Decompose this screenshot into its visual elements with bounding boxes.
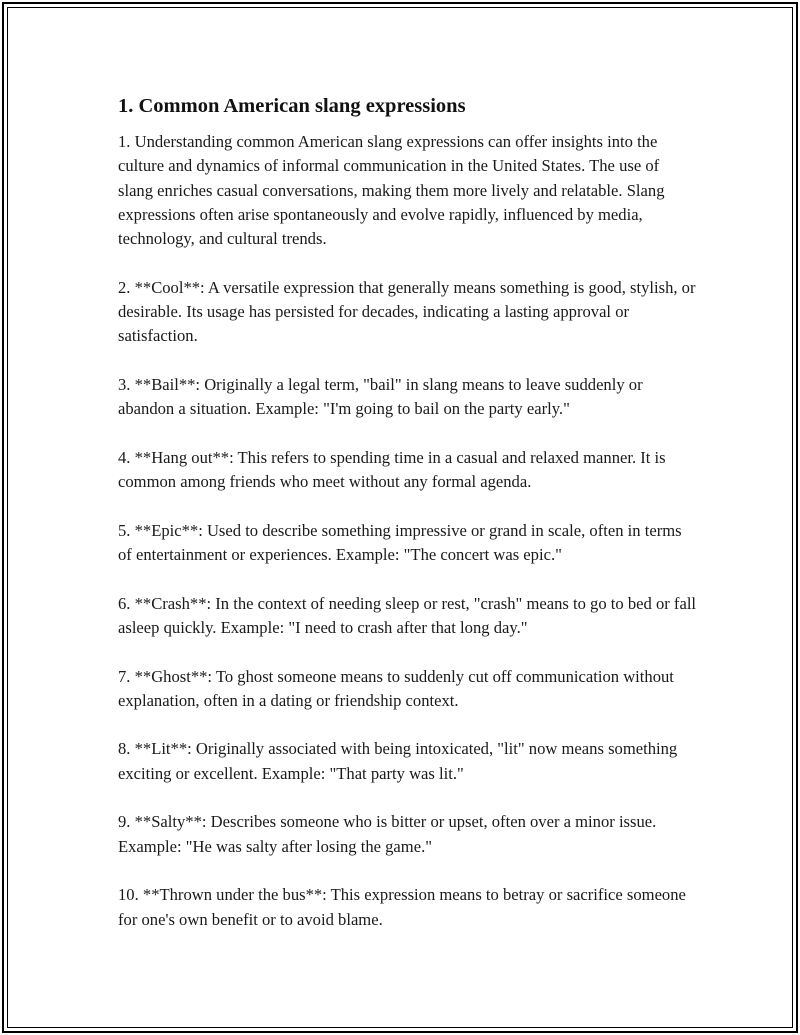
paragraph-hang-out: 4. **Hang out**: This refers to spending time in a casual and relaxed manner. It is common among friends who meet without any formal agenda. (118, 447, 666, 492)
paragraph-intro: 1. Understanding common American slang expressions can offer insights into the culture and dynamics of informal communication in the United States. The use of slang enriches casual conversations, making them more lively and relatable. Slang expressions often arise spontaneously and evolve rapidly, influenced by media, technology, and cultural trends. (118, 132, 665, 249)
paragraph-thrown-under-the-bus: 10. **Thrown under the bus**: This expression means to betray or sacrifice someone for one's own benefit or to avoid blame. (118, 885, 686, 929)
paragraph-ghost: 7. **Ghost**: To ghost someone means to suddenly cut off communication without explanation, often in a dating or friendship context. (118, 666, 674, 710)
paragraph-salty: 9. **Salty**: Describes someone who is bitter or upset, often over a minor issue. Example: "He was salty after losing the game." (118, 812, 657, 856)
paragraph-bail: 3. **Bail**: Originally a legal term, "bail" in slang means to leave suddenly or abandon a situation. Example: "I'm going to bail on the party early." (118, 374, 643, 419)
paragraph-lit: 8. **Lit**: Originally associated with being intoxicated, "lit" now means something exciting or excellent. Example: "That party was lit." (118, 739, 678, 783)
paragraph-epic: 5. **Epic**: Used to describe something impressive or grand in scale, often in terms of entertainment or experiences. Example: "The concert was epic." (118, 520, 682, 565)
paragraph-cool: 2. **Cool**: A versatile expression that generally means something is good, stylish, or desirable. Its usage has persisted for decades, indicating a lasting approval or satisfaction. (118, 277, 696, 346)
document-body (118, 92, 698, 956)
paragraph-crash: 6. **Crash**: In the context of needing sleep or rest, "crash" means to go to bed or fall asleep quickly. Example: "I need to crash after that long day." (118, 593, 697, 637)
section-heading: 1. Common American slang expressions (118, 95, 466, 117)
